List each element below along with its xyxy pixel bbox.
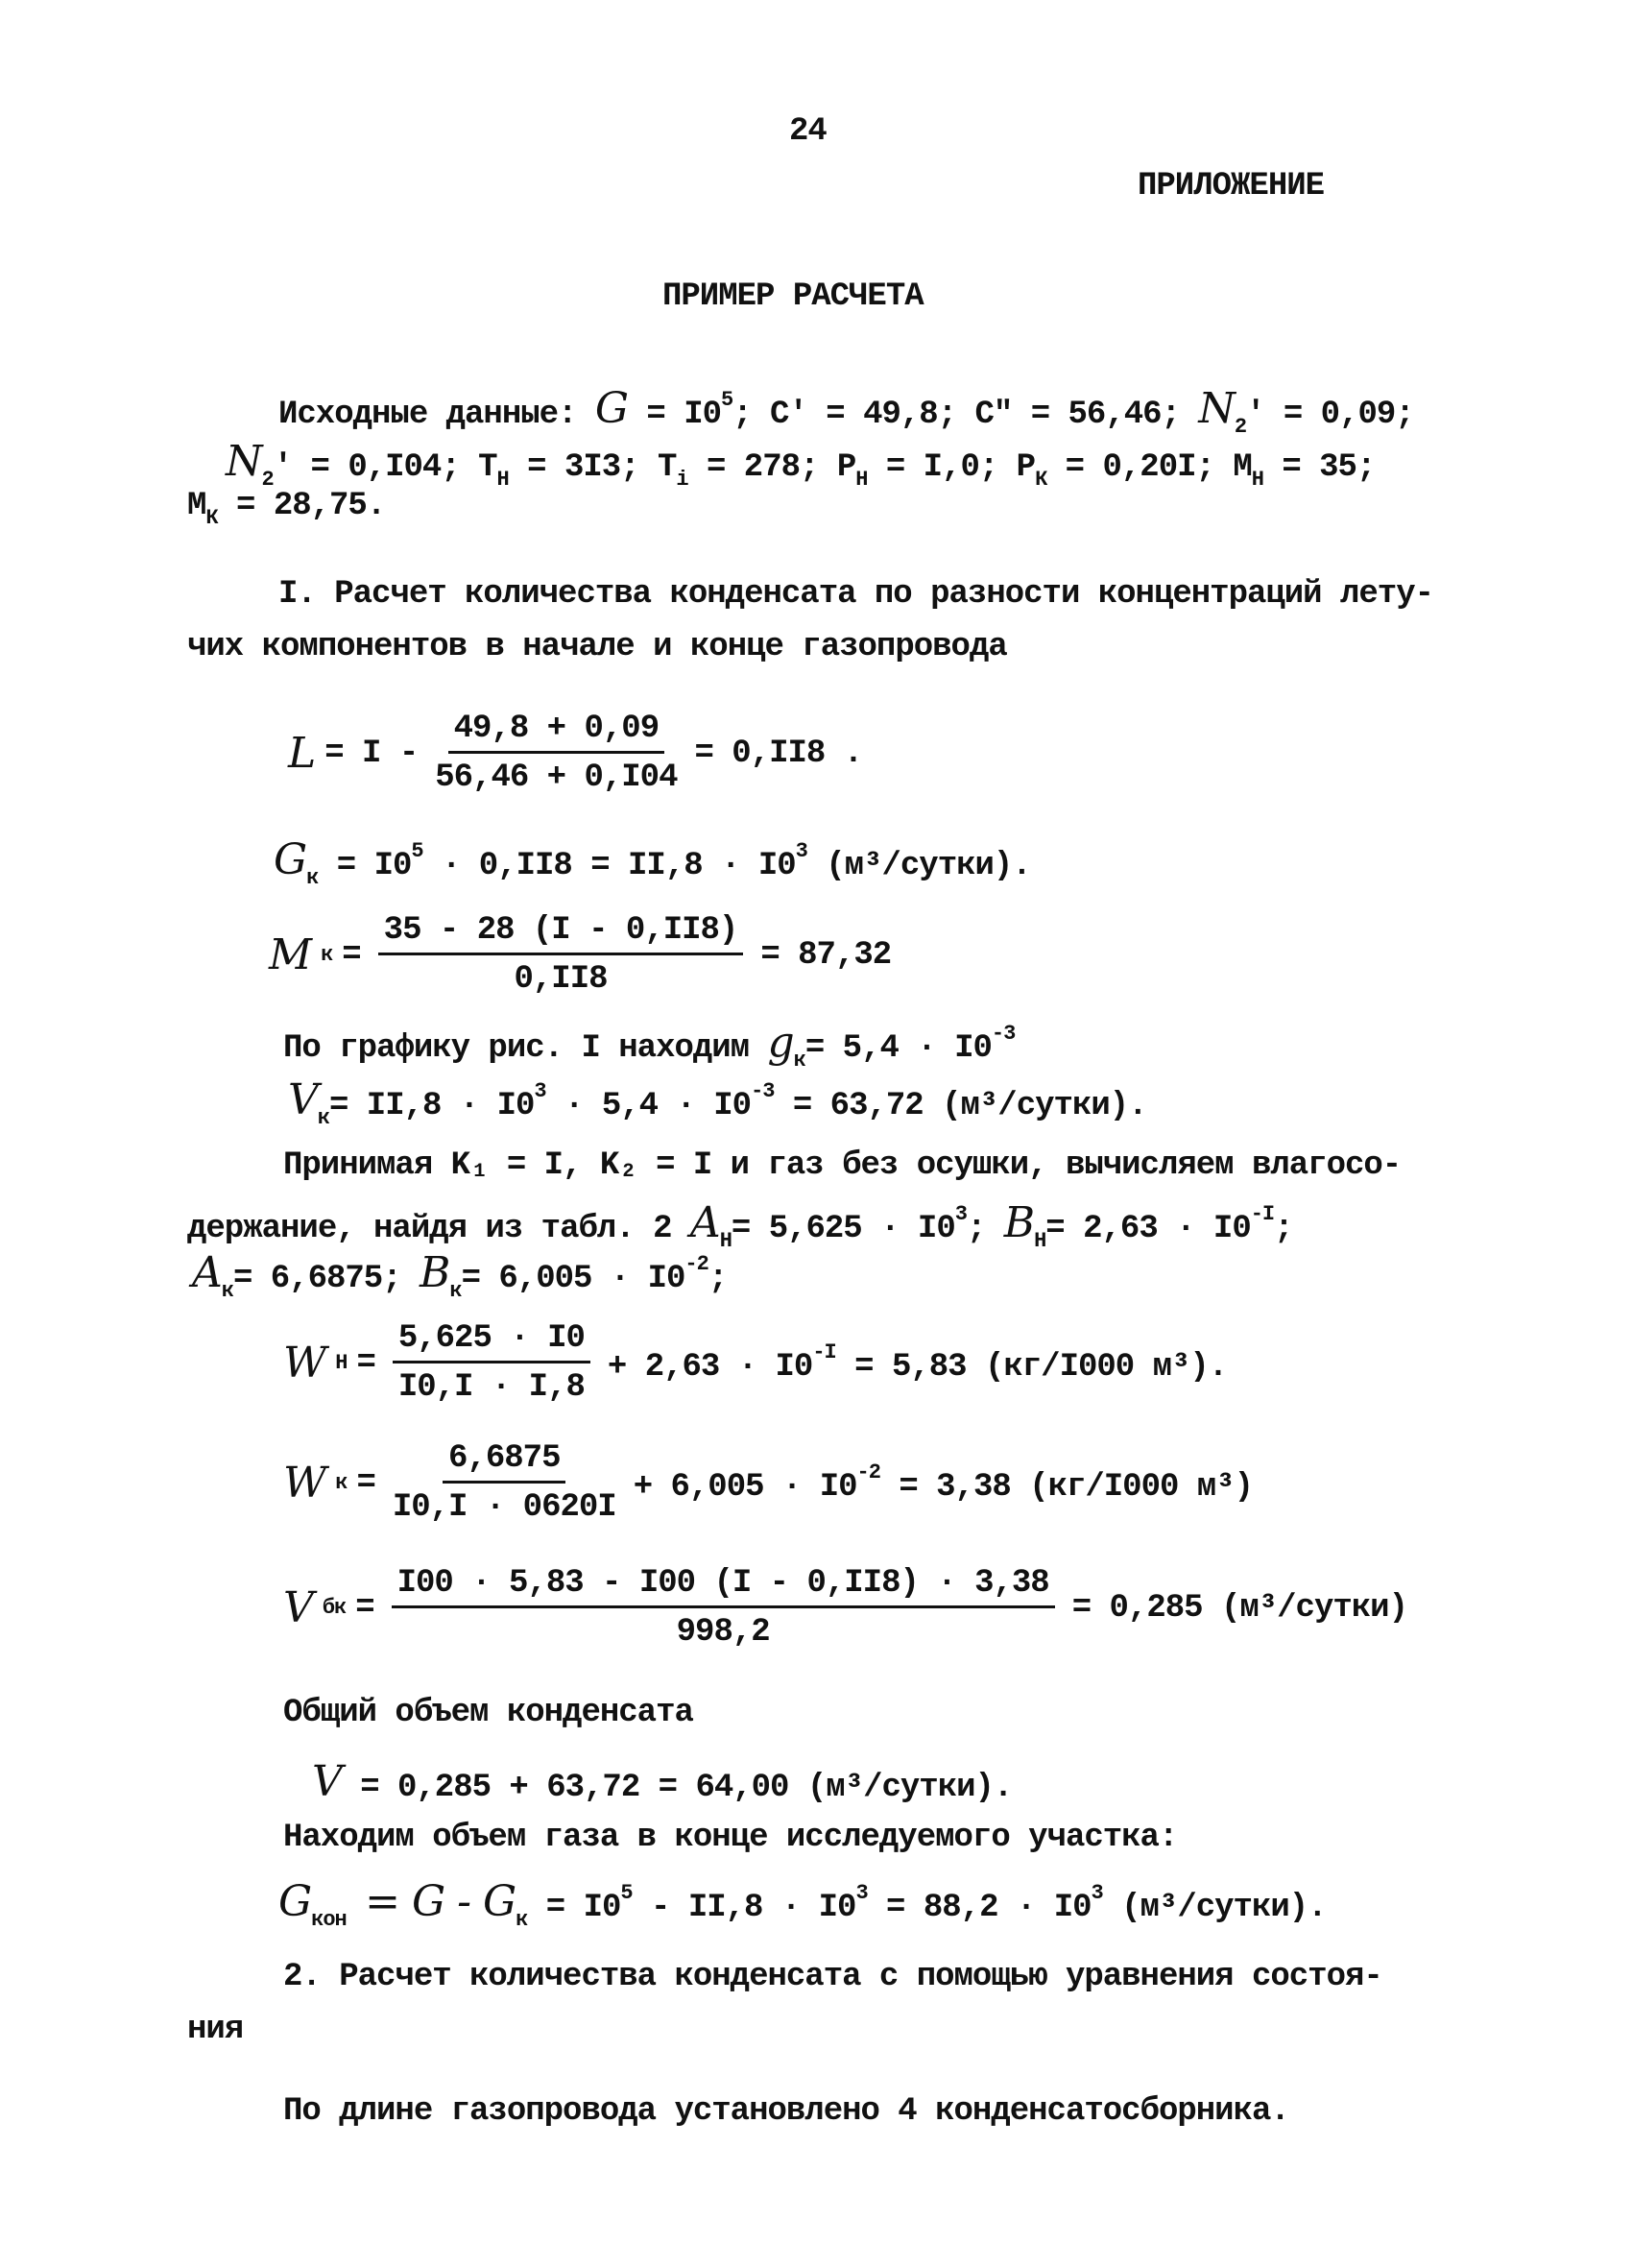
value: = (355, 1589, 374, 1627)
units: (м³/сутки). (1102, 1890, 1327, 1926)
symbol-W: W (283, 1459, 326, 1508)
separator: ; (1274, 1211, 1293, 1247)
value: = 6,005 · I0 (461, 1261, 685, 1297)
symbol-B: B (420, 1248, 450, 1297)
denominator: 56,46 + 0,I04 (435, 760, 678, 796)
value: ; C' = 49,8; C" = 56,46; (732, 397, 1180, 433)
value: = I0 (336, 848, 412, 884)
section-1-heading-line-1: I. Расчет количества конденсата по разности концентраций лету- (278, 576, 1434, 613)
subscript: i (676, 468, 688, 492)
value: = 5,625 · I0 (731, 1211, 955, 1247)
equation-WK (283, 1440, 1253, 1526)
symbol-A: A (192, 1248, 222, 1297)
symbol-B: B (1003, 1198, 1035, 1247)
exponent: 3 (855, 1881, 868, 1905)
symbol-L: L (288, 729, 316, 778)
value: = 0,20I; M (1046, 449, 1252, 486)
equation-Vbk (283, 1565, 1407, 1651)
value: = 2,63 · I0 (1045, 1211, 1251, 1247)
separator: ; (966, 1211, 986, 1247)
symbol-M: M (269, 930, 312, 979)
subscript: К (1035, 468, 1047, 492)
exponent: -I (812, 1340, 836, 1364)
equation-L (288, 711, 862, 796)
denominator: I0,I · 0620I (392, 1489, 616, 1526)
denominator: 998,2 (676, 1614, 770, 1651)
final-line: По длине газопровода установлено 4 конденсатосборника. (283, 2093, 1289, 2130)
equation-Gk (274, 835, 1031, 890)
equation-V (312, 1757, 1012, 1806)
symbol-V: V (283, 1583, 313, 1632)
fraction (392, 1565, 1055, 1651)
graph-line (283, 1018, 1015, 1073)
symbol-G: G (594, 384, 629, 433)
value: = 278; P (687, 449, 856, 486)
subscript: к (335, 1471, 348, 1495)
value: = (356, 1464, 375, 1502)
result: = 87,32 (760, 936, 892, 974)
separator: ; (708, 1261, 728, 1297)
symbol-g: g (767, 1018, 794, 1067)
initial-data-line-3 (187, 488, 385, 530)
fraction (435, 711, 677, 796)
fraction (393, 1440, 616, 1526)
equation-Gkon (278, 1877, 1327, 1932)
equation-WN (283, 1320, 1227, 1406)
gas-volume-label: Находим объем газа в конце исследуемого участка: (283, 1820, 1178, 1856)
initial-data-line-2 (226, 437, 1375, 492)
equation-Vk (288, 1075, 1147, 1130)
value: = 3I3; T (508, 449, 677, 486)
exponent: 5 (620, 1881, 633, 1905)
subscript: к (317, 1106, 329, 1130)
subscript: Н (719, 1229, 732, 1253)
exponent: 3 (954, 1202, 967, 1226)
subscript: Н (496, 468, 509, 492)
exponent: -2 (856, 1460, 880, 1484)
subscript: Н (1251, 468, 1263, 492)
result: = 0,II8 . (694, 735, 863, 772)
fraction (393, 1320, 590, 1406)
denominator: I0,I · I,8 (397, 1369, 585, 1406)
subscript: к (221, 1279, 233, 1303)
exponent: 5 (411, 839, 423, 863)
units: = 5,83 (кг/I000 м³). (835, 1349, 1228, 1386)
symbol-W: W (283, 1339, 326, 1387)
numerator: I00 · 5,83 - I00 (I - 0,II8) · 3,38 (392, 1565, 1055, 1608)
value: + 6,005 · I0 (633, 1469, 857, 1506)
subscript: к (306, 866, 319, 890)
symbol-G: G (278, 1877, 312, 1926)
units: (м³/сутки). (806, 848, 1031, 884)
value: = I - (324, 735, 419, 772)
subscript: к (321, 943, 333, 967)
value: = 28,75. (217, 488, 386, 524)
subscript: Н (855, 468, 868, 492)
symbol-N: N (1198, 384, 1235, 433)
value: = (342, 936, 361, 974)
value: = 0,285 + 63,72 = 64,00 (м³/сутки). (360, 1770, 1013, 1806)
value: - II,8 · I0 (632, 1890, 856, 1926)
symbol-N: N (226, 437, 262, 486)
numerator: 35 - 28 (I - 0,II8) (378, 912, 744, 955)
text: По графику рис. I находим (283, 1030, 750, 1067)
exponent: 5 (721, 388, 733, 412)
subscript: кон (311, 1908, 347, 1932)
denominator: 0,II8 (514, 961, 608, 998)
page-title: ПРИМЕР РАСЧЕТА (662, 278, 924, 315)
symbol-A: A (689, 1198, 720, 1247)
value: = 35; (1262, 449, 1376, 486)
result: = 0,285 (м³/сутки) (1071, 1589, 1407, 1627)
label: Исходные данные: (278, 397, 577, 433)
equation-Mk (269, 912, 891, 998)
value: = I0 (527, 1890, 621, 1926)
value: + 2,63 · I0 (607, 1349, 813, 1386)
value: · 5,4 · I0 (545, 1088, 752, 1124)
exponent: -2 (684, 1252, 708, 1276)
numerator: 6,6875 (443, 1440, 565, 1484)
subscript: 2 (1234, 415, 1247, 439)
numerator: 49,8 + 0,09 (448, 711, 664, 754)
subscript: Н (1034, 1229, 1046, 1253)
symbol-V: V (288, 1075, 318, 1124)
value: · 0,II8 = II,8 · I0 (422, 848, 796, 884)
initial-data-line-1 (278, 384, 1414, 439)
section-2-heading-line-1: 2. Расчет количества конденсата с помощью уравнения состоя- (283, 1959, 1382, 1995)
exponent: 3 (795, 839, 807, 863)
subscript: к (793, 1049, 805, 1073)
subscript: 2 (261, 468, 274, 492)
exponent: -I (1250, 1202, 1275, 1226)
assume-line-2 (187, 1198, 1293, 1253)
symbol-V: V (312, 1757, 342, 1806)
value: = 5,4 · I0 (804, 1030, 992, 1067)
subscript: к (516, 1908, 528, 1932)
exponent: -3 (751, 1079, 775, 1103)
assume-line-3 (192, 1248, 727, 1303)
exponent: 3 (534, 1079, 546, 1103)
symbol-M: M (187, 488, 206, 524)
subscript: К (205, 506, 218, 530)
page-number: 24 (789, 113, 827, 150)
exponent: 3 (1091, 1881, 1103, 1905)
subscript: бк (322, 1596, 347, 1620)
value: = (356, 1344, 375, 1382)
units: = 63,72 (м³/сутки). (774, 1088, 1147, 1124)
section-2-heading-line-2: ния (187, 2012, 244, 2048)
appendix-label: ПРИЛОЖЕНИЕ (1138, 168, 1325, 205)
value: = 6,6875; (232, 1261, 401, 1297)
numerator: 5,625 · I0 (393, 1320, 590, 1363)
fraction (378, 912, 744, 998)
value: = 88,2 · I0 (867, 1890, 1092, 1926)
symbol-G: G (274, 835, 307, 884)
assume-line-1: Принимая K₁ = I, K₂ = I и газ без осушки, вычисляем влагосо- (283, 1147, 1402, 1184)
subscript: к (449, 1279, 462, 1303)
subscript: Н (335, 1351, 348, 1375)
value: = I0 (646, 397, 722, 433)
exponent: -3 (991, 1022, 1016, 1046)
total-label: Общий объем конденсата (283, 1695, 693, 1731)
units: = 3,38 (кг/I000 м³) (879, 1469, 1254, 1506)
value: = II,8 · I0 (328, 1088, 535, 1124)
value: ' = 0,09; (1246, 397, 1414, 433)
section-1-heading-line-2: чих компонентов в начале и конце газопровода (187, 629, 1007, 665)
value: = G - G (365, 1877, 516, 1926)
value: ' = 0,I04; T (273, 449, 497, 486)
value: = I,0; P (867, 449, 1036, 486)
text: держание, найдя из табл. 2 (187, 1211, 672, 1247)
